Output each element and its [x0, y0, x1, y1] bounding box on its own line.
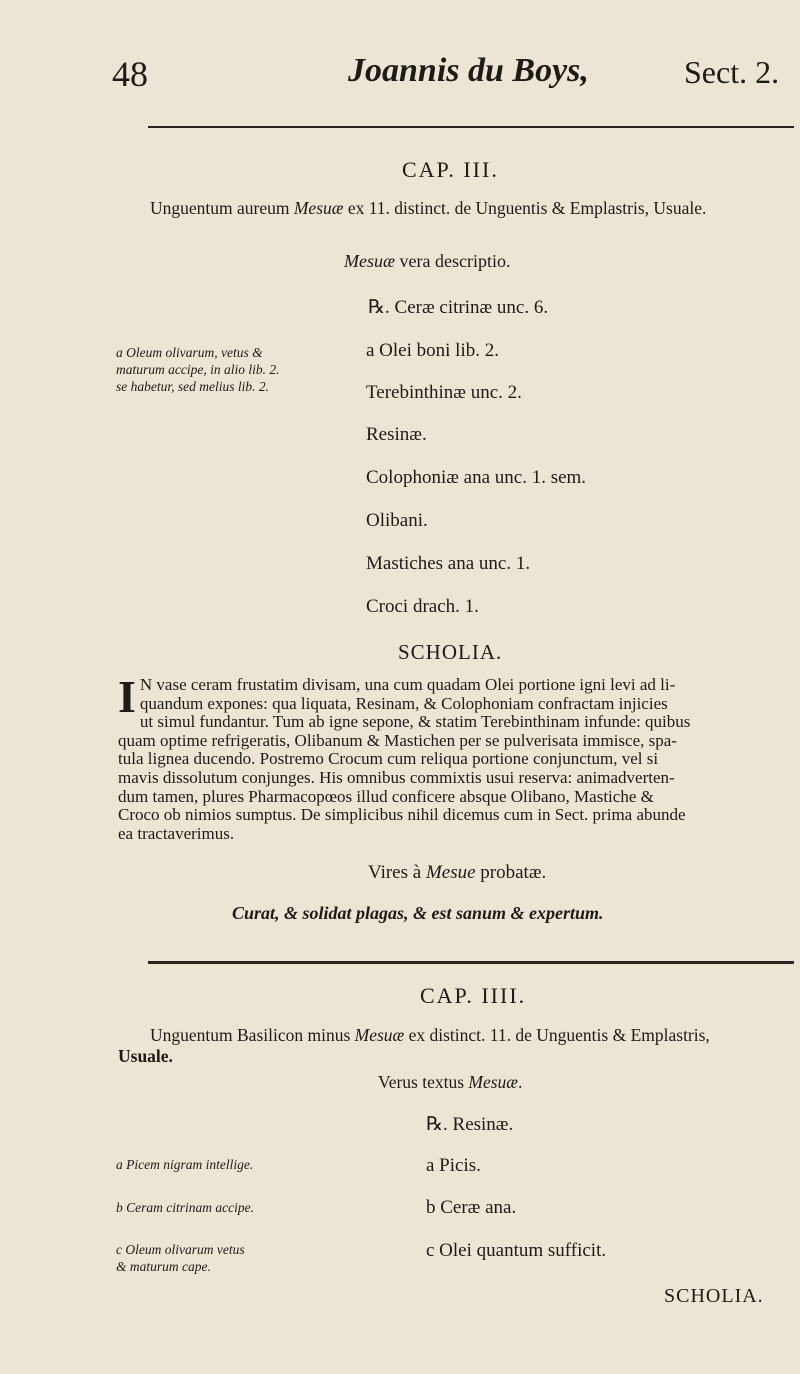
margin-note-3: [116, 344, 279, 395]
paragraph-line: ea tractaverimus.: [118, 823, 235, 843]
margin-note-line: maturum accipe, in alio lib. 2.: [116, 362, 280, 377]
recipe-line: a Olei boni lib. 2.: [366, 340, 499, 361]
chapter-intro-3: [150, 198, 706, 219]
running-title: Joannis du Boys,: [348, 52, 589, 89]
section-rule: [148, 961, 794, 964]
paragraph-line: Croco ob nimios sumptus. De simplicibus nihil dicemus cum in Sect. prima abunde: [118, 805, 686, 825]
scholia-heading-3: SCHOLIA.: [398, 640, 503, 664]
recipe-subtitle-4: [378, 1072, 522, 1093]
author-name: Mesuæ: [468, 1072, 518, 1092]
virtues-motto: Curat, & solidat plagas, & est sanum & expertum.: [232, 903, 604, 923]
recipe-line: Terebinthinæ unc. 2.: [366, 382, 522, 403]
margin-note-4b: b Ceram citrinam accipe.: [116, 1200, 254, 1215]
paragraph-line: mavis dissolutum conjunges. His omnibus commixtis usui reserva: animadverten-: [118, 767, 675, 787]
intro-text: Unguentum Basilicon minus: [150, 1025, 355, 1045]
chapter-heading-4: CAP. IIII.: [420, 983, 527, 1008]
chapter-intro-4: [150, 1025, 710, 1046]
paragraph-line: quam optime refrigeratis, Olibanum & Mastichen per se pulverisata immisce, spa-: [118, 730, 677, 750]
margin-note-4a: a Picem nigram intellige.: [116, 1157, 254, 1172]
margin-note-line: & maturum cape.: [116, 1259, 211, 1274]
recipe-line: ℞. Ceræ citrinæ unc. 6.: [368, 297, 549, 318]
recipe-line: Olibani.: [366, 510, 428, 531]
margin-note-line: c Oleum olivarum vetus: [116, 1242, 245, 1257]
catchword: SCHOLIA.: [664, 1285, 764, 1307]
recipe-line: a Picis.: [426, 1155, 481, 1176]
author-name: Mesuæ: [354, 1025, 405, 1045]
paragraph-line: tula lignea ducendo. Postremo Crocum cum reliqua portione conjunctum, vel si: [118, 749, 659, 769]
vires-text: probatæ.: [475, 862, 547, 883]
author-name: Mesue: [425, 862, 476, 883]
subtitle-text: Verus textus: [378, 1072, 469, 1092]
recipe-subtitle-3: [344, 251, 510, 272]
recipe-line: Colophoniæ ana unc. 1. sem.: [366, 467, 587, 488]
author-name: Mesuæ: [293, 198, 344, 218]
recipe-line: ℞. Resinæ.: [426, 1114, 514, 1135]
subtitle-text: .: [517, 1072, 523, 1092]
vires-line: [368, 862, 546, 884]
recipe-line: c Olei quantum sufficit.: [426, 1240, 607, 1261]
intro-text: ex distinct. 11. de Unguentis & Emplastris,: [404, 1025, 710, 1045]
recipe-line: Croci drach. 1.: [366, 596, 479, 617]
margin-note-4c: [116, 1241, 245, 1275]
header-rule: [148, 126, 794, 128]
paragraph-line: N vase ceram frustatim divisam, una cum quadam Olei portione igni levi ad li-: [139, 675, 676, 694]
paragraph-line: quandum expones: qua liquata, Resinam, & Colophoniam confractam injicies: [139, 693, 668, 713]
subtitle-text: vera descriptio.: [395, 251, 511, 271]
drop-cap: I: [118, 671, 136, 722]
chapter-intro-4-cont: Usuale.: [118, 1046, 173, 1066]
section-label: Sect. 2.: [684, 54, 780, 90]
margin-note-line: se habetur, sed melius lib. 2.: [116, 379, 269, 394]
recipe-line: Resinæ.: [366, 424, 427, 445]
paragraph-line: dum tamen, plures Pharmacopœos illud conficere absque Olibano, Mastiche &: [118, 786, 654, 806]
author-name: Mesuæ: [344, 251, 395, 271]
scholia-paragraph-3: [118, 671, 788, 843]
intro-text: ex 11. distinct. de Unguentis & Emplastris, Usuale.: [343, 198, 707, 218]
recipe-line: Mastiches ana unc. 1.: [366, 553, 531, 574]
chapter-heading-3: CAP. III.: [402, 157, 499, 182]
recipe-line: b Ceræ ana.: [426, 1197, 517, 1218]
page-number: 48: [112, 54, 148, 94]
vires-text: Vires à: [368, 862, 426, 883]
paragraph-line: ut simul fundantur. Tum ab igne sepone, & statim Terebinthinam infunde: quibus: [139, 712, 691, 732]
margin-note-line: a Oleum olivarum, vetus &: [116, 345, 263, 360]
intro-text: Unguentum aureum: [150, 198, 294, 218]
